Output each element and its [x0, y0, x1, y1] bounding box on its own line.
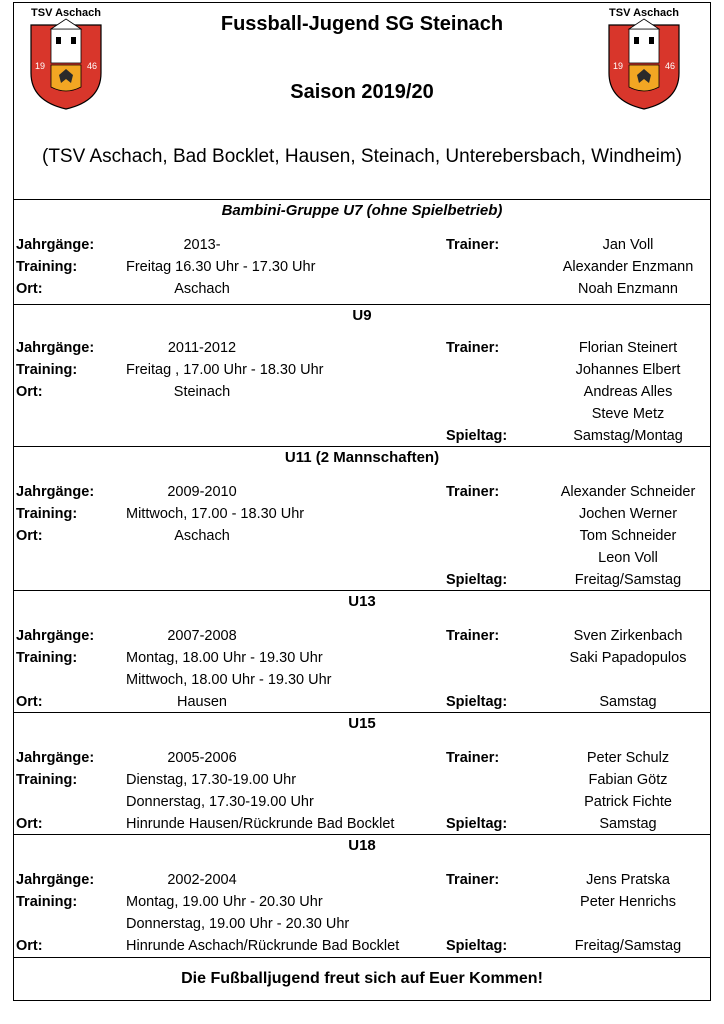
- label-jahrgaenge: Jahrgänge:: [16, 628, 95, 644]
- label-jahrgaenge: Jahrgänge:: [16, 340, 95, 356]
- row-trainer-extra: [14, 406, 710, 428]
- trainer-name: Noah Enzmann: [578, 281, 678, 297]
- row-jahrgaenge: [14, 628, 710, 650]
- group-title: U11 (2 Mannschaften): [284, 449, 440, 466]
- value-training: Freitag 16.30 Uhr - 17.30 Uhr: [126, 259, 316, 275]
- row-training: [14, 894, 710, 916]
- label-training: Training:: [16, 894, 78, 910]
- value-jahrgaenge: 2007-2008: [167, 628, 237, 644]
- trainer-name: Fabian Götz: [588, 772, 668, 788]
- group-section: [14, 447, 710, 591]
- row-training-2: [14, 794, 710, 816]
- group-title: U18: [348, 837, 376, 854]
- label-trainer: Trainer:: [446, 750, 500, 766]
- logo-year-right: 46: [665, 61, 676, 71]
- value-jahrgaenge: 2011-2012: [167, 340, 237, 356]
- trainer-name: Florian Steinert: [578, 340, 678, 356]
- logo-club-name: TSV Aschach: [609, 7, 679, 19]
- trainer-name: Jochen Werner: [578, 506, 678, 522]
- row-ort: [14, 938, 710, 960]
- season-title: Saison 2019/20: [290, 81, 434, 103]
- row-jahrgaenge: [14, 750, 710, 772]
- trainer-name: Peter Schulz: [586, 750, 670, 766]
- row-training-2: [14, 916, 710, 938]
- row-training: [14, 650, 710, 672]
- row-jahrgaenge: [14, 237, 710, 259]
- trainer-name: Patrick Fichte: [584, 794, 672, 810]
- group-section: [14, 591, 710, 713]
- label-ort: Ort:: [16, 528, 43, 544]
- trainer-name: Peter Henrichs: [580, 894, 676, 910]
- group-title: U13: [348, 593, 376, 610]
- row-ort: [14, 528, 710, 550]
- label-trainer: Trainer:: [446, 484, 500, 500]
- value-training: Mittwoch, 17.00 - 18.30 Uhr: [126, 506, 305, 522]
- value-spieltag: Freitag/Samstag: [574, 938, 682, 954]
- label-ort: Ort:: [16, 938, 43, 954]
- row-trainer-extra: [14, 550, 710, 572]
- value-ort: Hausen: [177, 694, 227, 710]
- row-ort: [14, 281, 710, 303]
- trainer-name: Jens Pratska: [586, 872, 670, 888]
- group-title: U15: [348, 715, 376, 732]
- trainer-name: Sven Zirkenbach: [573, 628, 683, 644]
- value-ort: Hinrunde Aschach/Rückrunde Bad Bocklet: [126, 938, 400, 954]
- trainer-name: Steve Metz: [591, 406, 665, 422]
- trainer-name: Leon Voll: [598, 550, 658, 566]
- trainer-name: Andreas Alles: [583, 384, 673, 400]
- group-section: [14, 835, 710, 958]
- label-jahrgaenge: Jahrgänge:: [16, 484, 95, 500]
- group-section: [14, 200, 710, 305]
- value-ort: Hinrunde Hausen/Rückrunde Bad Bocklet: [126, 816, 395, 832]
- value-training: Montag, 19.00 Uhr - 20.30 Uhr: [126, 894, 323, 910]
- row-jahrgaenge: [14, 872, 710, 894]
- row-training-2: [14, 672, 710, 694]
- label-training: Training:: [16, 650, 78, 666]
- value-training: Donnerstag, 19.00 Uhr - 20.30 Uhr: [126, 916, 350, 932]
- label-trainer: Trainer:: [446, 340, 500, 356]
- footer-message: Die Fußballjugend freut sich auf Euer Kommen!: [181, 970, 543, 987]
- label-ort: Ort:: [16, 694, 43, 710]
- logo-club-name: TSV Aschach: [31, 7, 101, 19]
- value-jahrgaenge: 2002-2004: [167, 872, 237, 888]
- label-training: Training:: [16, 506, 78, 522]
- row-training: [14, 506, 710, 528]
- row-training: [14, 772, 710, 794]
- value-training: Donnerstag, 17.30-19.00 Uhr: [126, 794, 314, 810]
- label-trainer: Trainer:: [446, 628, 500, 644]
- label-training: Training:: [16, 259, 78, 275]
- header: [14, 3, 710, 200]
- value-ort: Steinach: [173, 384, 231, 400]
- label-spieltag: Spieltag:: [446, 694, 508, 710]
- trainer-name: Johannes Elbert: [575, 362, 681, 378]
- label-spieltag: Spieltag:: [446, 816, 508, 832]
- logo-year-left: 19: [35, 61, 46, 71]
- trainer-name: Saki Papadopulos: [569, 650, 687, 666]
- page-title: Fussball-Jugend SG Steinach: [220, 13, 504, 35]
- value-training: Dienstag, 17.30-19.00 Uhr: [126, 772, 297, 788]
- trainer-name: Tom Schneider: [579, 528, 677, 544]
- row-jahrgaenge: [14, 340, 710, 362]
- logo-year-right: 46: [87, 61, 98, 71]
- label-jahrgaenge: Jahrgänge:: [16, 750, 95, 766]
- value-spieltag: Samstag: [599, 694, 657, 710]
- row-ort: [14, 384, 710, 406]
- label-jahrgaenge: Jahrgänge:: [16, 237, 95, 253]
- label-training: Training:: [16, 362, 78, 378]
- group-section: [14, 305, 710, 447]
- label-trainer: Trainer:: [446, 872, 500, 888]
- value-spieltag: Freitag/Samstag: [574, 572, 682, 588]
- label-ort: Ort:: [16, 816, 43, 832]
- value-jahrgaenge: 2013-: [183, 237, 221, 253]
- value-spieltag: Samstag/Montag: [573, 428, 683, 444]
- label-trainer: Trainer:: [446, 237, 500, 253]
- value-jahrgaenge: 2009-2010: [167, 484, 237, 500]
- clubs-list: (TSV Aschach, Bad Bocklet, Hausen, Steinach, Unterebersbach, Windheim): [42, 146, 682, 167]
- label-ort: Ort:: [16, 281, 43, 297]
- label-jahrgaenge: Jahrgänge:: [16, 872, 95, 888]
- logo-year-left: 19: [613, 61, 624, 71]
- label-spieltag: Spieltag:: [446, 428, 508, 444]
- label-spieltag: Spieltag:: [446, 572, 508, 588]
- label-ort: Ort:: [16, 384, 43, 400]
- value-training: Freitag , 17.00 Uhr - 18.30 Uhr: [126, 362, 324, 378]
- trainer-name: Alexander Schneider: [560, 484, 696, 500]
- group-title: Bambini-Gruppe U7 (ohne Spielbetrieb): [221, 202, 503, 219]
- value-ort: Aschach: [174, 281, 230, 297]
- value-jahrgaenge: 2005-2006: [167, 750, 237, 766]
- label-training: Training:: [16, 772, 78, 788]
- label-spieltag: Spieltag:: [446, 938, 508, 954]
- schedule-sheet: [13, 2, 711, 1001]
- group-section: [14, 713, 710, 835]
- row-training: [14, 259, 710, 281]
- trainer-name: Jan Voll: [602, 237, 654, 253]
- group-title: U9: [352, 307, 372, 324]
- trainer-name: Alexander Enzmann: [562, 259, 694, 275]
- value-ort: Aschach: [174, 528, 230, 544]
- row-training: [14, 362, 710, 384]
- row-jahrgaenge: [14, 484, 710, 506]
- value-training: Mittwoch, 18.00 Uhr - 19.30 Uhr: [126, 672, 332, 688]
- value-spieltag: Samstag: [599, 816, 657, 832]
- value-training: Montag, 18.00 Uhr - 19.30 Uhr: [126, 650, 323, 666]
